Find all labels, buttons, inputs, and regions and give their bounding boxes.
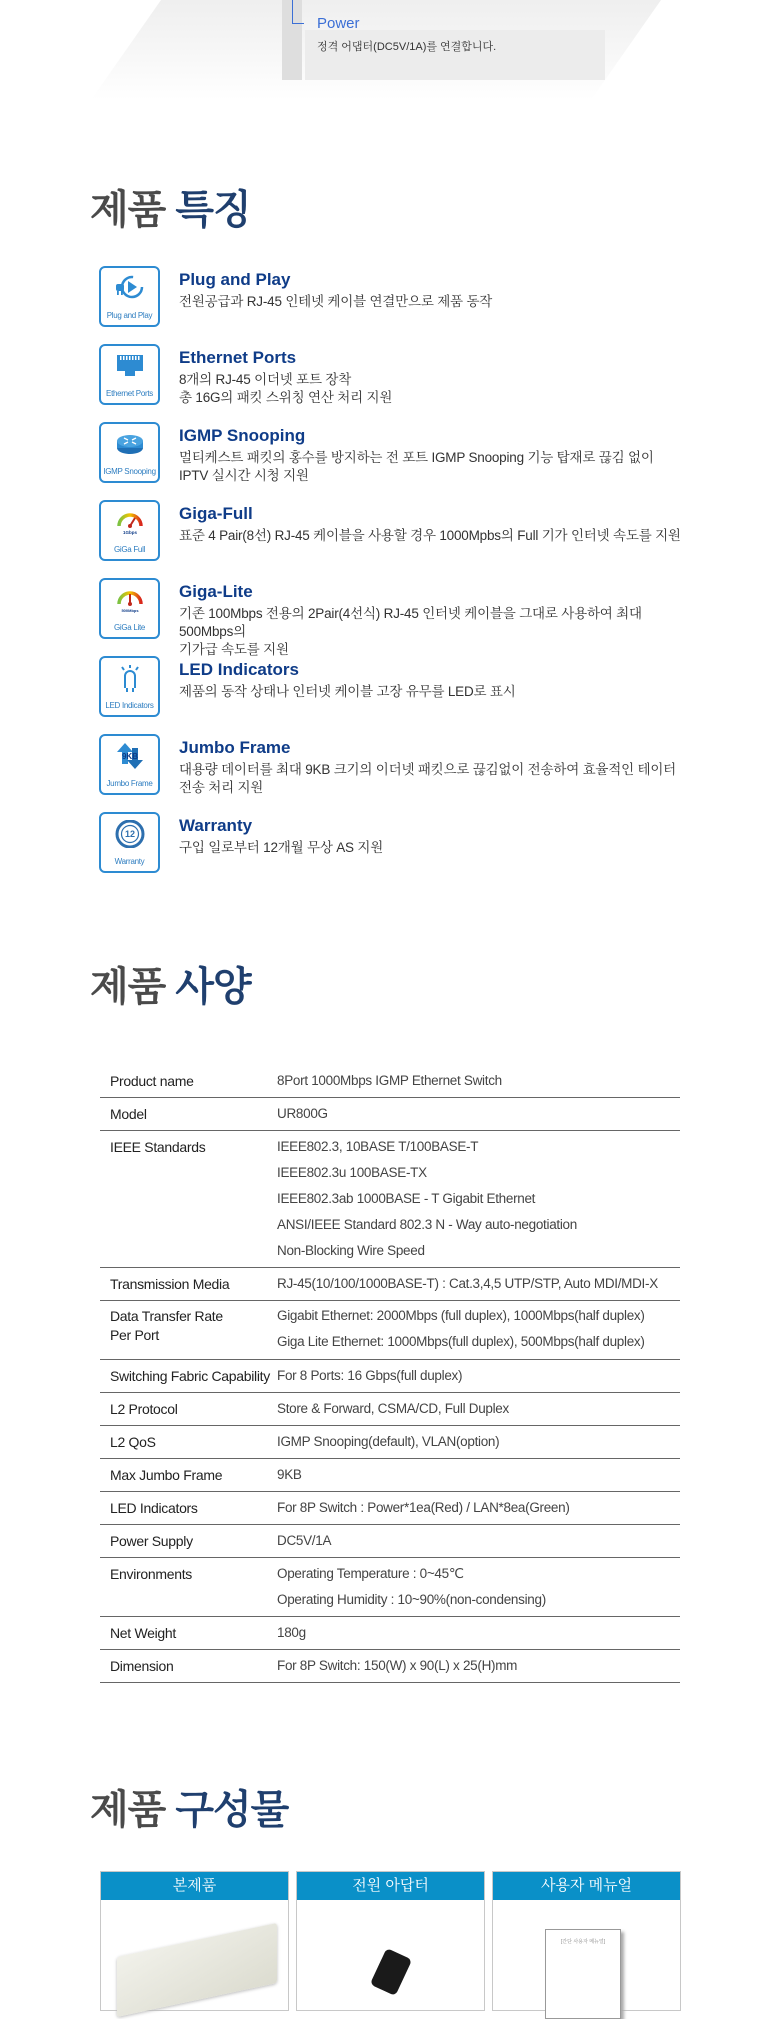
feature-desc [179, 683, 699, 701]
spec-value: DC5V/1A [277, 1533, 332, 1548]
spec-row [100, 1098, 680, 1131]
desc-line: 기가급 속도를 지원 [179, 642, 289, 657]
jumbo-frame-arrows-icon [99, 734, 160, 795]
heading-part2: 특징 [175, 188, 251, 232]
components-heading [90, 1778, 288, 1835]
spec-value: UR800G [277, 1106, 328, 1121]
spec-label: Data Transfer Rate Per Port [110, 1308, 223, 1343]
spec-row [100, 1558, 680, 1617]
desc-line: 멀티케스트 패킷의 홍수를 방지하는 전 포트 IGMP Snooping 기능 탑재로 끊김 없이 [179, 450, 654, 465]
spec-value: For 8P Switch : Power*1ea(Red) / LAN*8ea(Green) [277, 1500, 570, 1515]
spec-row [100, 1301, 680, 1360]
spec-label: Product name [110, 1073, 194, 1089]
warranty-seal-icon [99, 812, 160, 873]
spec-row [100, 1525, 680, 1558]
icon-label: LED Indicators [105, 701, 154, 710]
product-image-callout [0, 0, 780, 100]
spec-value: RJ-45(10/100/1000BASE-T) : Cat.3,4,5 UTP/STP, Auto MDI/MDI-X [277, 1276, 658, 1291]
feature-title: Plug and Play [179, 270, 291, 289]
svg-text:1Gbps: 1Gbps [122, 530, 138, 535]
desc-line: 구입 일로부터 12개월 무상 AS 지원 [179, 840, 384, 855]
feature-desc [179, 293, 699, 311]
spec-row [100, 1492, 680, 1525]
spec-label: LED Indicators [110, 1500, 198, 1516]
feature-title: Giga-Full [179, 504, 253, 523]
spec-label: Environments [110, 1566, 192, 1582]
spec-row [100, 1268, 680, 1301]
switch-device-image [117, 1923, 277, 2017]
desc-line: 대용량 데이터를 최대 9KB 크기의 이더넷 패킷으로 끊김없이 전송하여 효율적인 테이터 [179, 762, 677, 777]
icon-label: GiGa Lite [113, 623, 146, 632]
svg-text:500Mbps: 500Mbps [121, 608, 139, 613]
component-label: 본제품 [101, 1872, 288, 1900]
desc-line: 전원공급과 RJ-45 인테넷 케이블 연결만으로 제품 동작 [179, 294, 493, 309]
spec-value: IGMP Snooping(default), VLAN(option) [277, 1434, 500, 1449]
spec-row [100, 1650, 680, 1683]
spec-row [100, 1065, 680, 1098]
heading-part1: 제품 [90, 188, 166, 232]
spec-heading [90, 955, 251, 1012]
heading-part2: 구성물 [175, 1788, 289, 1832]
spec-row [100, 1393, 680, 1426]
feature-desc [179, 371, 699, 407]
router-icon [99, 422, 160, 483]
heading-part1: 제품 [90, 1788, 166, 1832]
heading-part2: 사양 [175, 965, 251, 1009]
feature-desc [179, 527, 699, 545]
spec-row [100, 1459, 680, 1492]
spec-label: Model [110, 1106, 147, 1122]
spec-label: Switching Fabric Capability [110, 1368, 270, 1384]
spec-label: L2 Protocol [110, 1401, 178, 1417]
component-item-switch [100, 1871, 289, 2011]
spec-label: Transmission Media [110, 1276, 230, 1292]
speedometer-lite-icon [99, 578, 160, 639]
desc-line: 총 16G의 패킷 스위칭 연산 처리 지원 [179, 390, 393, 405]
desc-line: 제품의 동작 상태나 인터넷 케이블 고장 유무를 LED로 표시 [179, 684, 516, 699]
spec-row [100, 1360, 680, 1393]
feature-title: Ethernet Ports [179, 348, 297, 367]
component-label: 사용자 메뉴얼 [493, 1872, 680, 1900]
feature-title: Giga-Lite [179, 582, 253, 601]
manual-cover-text: [간단 사용자 메뉴얼] [560, 1939, 606, 1945]
power-callout-desc: 정격 어댑터(DC5V/1A)를 연결합니다. [317, 41, 497, 53]
icon-label: Warranty [114, 857, 145, 866]
component-item-adapter [296, 1871, 485, 2011]
feature-title: Warranty [179, 816, 253, 835]
spec-label: Max Jumbo Frame [110, 1467, 223, 1483]
spec-value: Gigabit Ethernet: 2000Mbps (full duplex), 1000Mbps(half duplex) Giga Lite Ethernet: 1000Mbps(full duplex), 500Mbps(half duplex) [277, 1308, 645, 1349]
spec-label: IEEE Standards [110, 1139, 206, 1155]
desc-line: 전송 처리 지원 [179, 780, 264, 795]
ethernet-port-icon [99, 344, 160, 405]
spec-row [100, 1131, 680, 1268]
power-callout-title: Power [317, 15, 360, 32]
svg-text:12: 12 [124, 829, 136, 839]
callout-line [292, 0, 304, 24]
spec-label: L2 QoS [110, 1434, 156, 1450]
desc-line: 8개의 RJ-45 이더넷 포트 장착 [179, 372, 352, 387]
spec-label: Net Weight [110, 1625, 176, 1641]
plug-and-play-icon [99, 266, 160, 327]
spec-value: 8Port 1000Mbps IGMP Ethernet Switch [277, 1073, 502, 1088]
spec-row [100, 1426, 680, 1459]
desc-line: 표준 4 Pair(8선) RJ-45 케이블을 사용할 경우 1000Mpbs의 Full 기가 인터넷 속도를 지원 [179, 528, 681, 543]
svg-text:9KB: 9KB [121, 752, 139, 761]
features-heading [90, 178, 251, 235]
icon-label: Jumbo Frame [106, 779, 153, 788]
icon-label: Ethernet Ports [106, 389, 153, 398]
icon-label: GiGa Full [113, 545, 146, 554]
spec-value: For 8P Switch: 150(W) x 90(L) x 25(H)mm [277, 1658, 518, 1673]
spec-value: For 8 Ports: 16 Gbps(full duplex) [277, 1368, 463, 1383]
spec-value: Operating Temperature : 0~45℃ Operating Humidity : 10~90%(non-condensing) [277, 1566, 546, 1607]
led-icon [99, 656, 160, 717]
user-manual-image [545, 1929, 621, 2019]
spec-row [100, 1617, 680, 1650]
heading-part1: 제품 [90, 965, 166, 1009]
spec-label: Dimension [110, 1658, 174, 1674]
desc-line: IPTV 실시간 시청 지원 [179, 468, 309, 483]
desc-line: 기존 100Mbps 전용의 2Pair(4선식) RJ-45 인터넷 케이블을 그대로 사용하여 최대 500Mbps의 [179, 606, 642, 639]
component-list [100, 1871, 680, 1984]
spec-value: 180g [277, 1625, 306, 1640]
feature-title: LED Indicators [179, 660, 299, 679]
spec-value: IEEE802.3, 10BASE T/100BASE-T IEEE802.3u 100BASE-TX IEEE802.3ab 1000BASE - T Gigabit Ethernet ANSI/IEEE Standard 802.3 N - Way auto-negotiation Non-Blocking Wire Speed [277, 1139, 577, 1258]
feature-title: Jumbo Frame [179, 738, 291, 757]
feature-desc [179, 839, 699, 857]
icon-label: IGMP Snooping [103, 467, 156, 476]
spec-table [100, 1065, 680, 1683]
feature-desc [179, 761, 699, 797]
component-label: 전원 아답터 [297, 1872, 484, 1900]
component-item-manual [492, 1871, 681, 2011]
spec-value: Store & Forward, CSMA/CD, Full Duplex [277, 1401, 509, 1416]
icon-label: Plug and Play [106, 311, 153, 320]
speedometer-full-icon [99, 500, 160, 561]
feature-desc [179, 449, 699, 485]
spec-value: 9KB [277, 1467, 302, 1482]
power-adapter-image [370, 1948, 412, 1996]
feature-desc [179, 605, 699, 659]
spec-label: Power Supply [110, 1533, 193, 1549]
feature-title: IGMP Snooping [179, 426, 306, 445]
